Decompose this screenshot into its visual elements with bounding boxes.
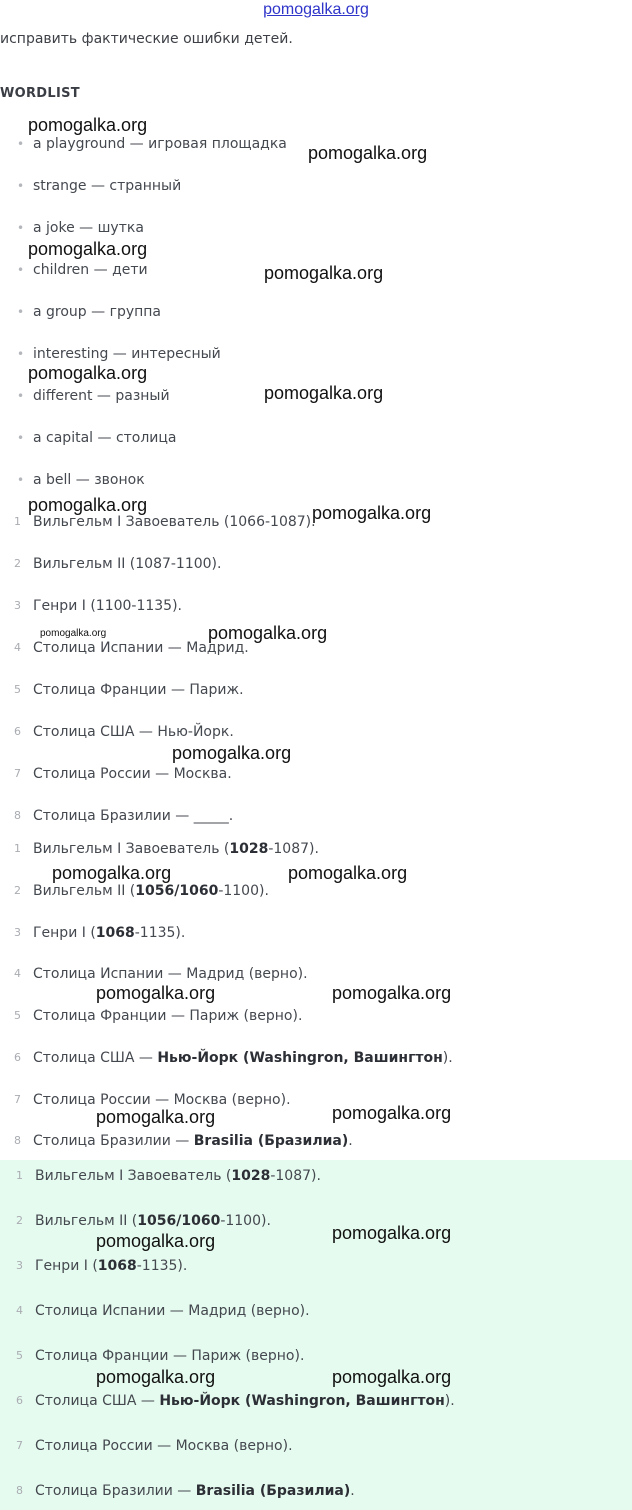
- watermark-text: pomogalka.org: [96, 1231, 216, 1251]
- corrected-item-text: Столица Франции — Париж (верно).: [33, 1008, 303, 1024]
- corrected-item-number: 8: [14, 1134, 21, 1147]
- wordlist-item-text: a bell — звонок: [33, 472, 145, 488]
- fact-item-text: Столица Испании — Мадрид.: [33, 640, 249, 656]
- answer-item-text: Вильгельм I Завоеватель (1028-1087).: [35, 1168, 321, 1184]
- corrected-item-number: 6: [14, 1051, 21, 1064]
- fact-item-text: Столица США — Нью-Йорк.: [33, 724, 234, 740]
- watermark-text: pomogalka.org: [332, 983, 452, 1003]
- corrected-item-number: 7: [14, 1093, 21, 1106]
- watermark-text: pomogalka.org: [208, 623, 328, 643]
- bullet-icon: •: [17, 347, 25, 361]
- fact-item-text: Столица России — Москва.: [33, 766, 232, 782]
- answer-item-number: 3: [16, 1259, 23, 1272]
- bullet-icon: •: [17, 389, 25, 403]
- answer-item-text: Генри I (1068-1135).: [35, 1258, 188, 1274]
- bullet-icon: •: [17, 473, 25, 487]
- watermark-text: pomogalka.org: [308, 143, 428, 163]
- answer-item-text: Столица России — Москва (верно).: [35, 1438, 293, 1454]
- corrected-item-text: Столица Бразилии — Brasilia (Бразилиа).: [33, 1133, 353, 1149]
- fact-item-text: Столица Франции — Париж.: [33, 682, 244, 698]
- corrected-item-text: Генри I (1068-1135).: [33, 925, 186, 941]
- answer-item-number: 7: [16, 1439, 23, 1452]
- wordlist-item-text: a joke — шутка: [33, 220, 144, 236]
- corrected-item-number: 2: [14, 884, 21, 897]
- watermark-text: pomogalka.org: [28, 239, 148, 259]
- watermark-text: pomogalka.org: [172, 743, 292, 763]
- wordlist-item-text: children — дети: [33, 262, 148, 278]
- corrected-item-text: Вильгельм II (1056/1060-1100).: [33, 883, 269, 899]
- wordlist-item-text: different — разный: [33, 388, 170, 404]
- watermark-text: pomogalka.org: [312, 503, 432, 523]
- fact-item-text: Генри I (1100-1135).: [33, 598, 183, 614]
- corrected-item-text: Столица Испании — Мадрид (верно).: [33, 966, 308, 982]
- watermark-text: pomogalka.org: [28, 115, 148, 135]
- top-watermark-link[interactable]: pomogalka.org: [263, 1, 369, 18]
- corrected-item-number: 4: [14, 967, 21, 980]
- corrected-item-number: 3: [14, 926, 21, 939]
- bullet-icon: •: [17, 221, 25, 235]
- fact-item-number: 4: [14, 641, 21, 654]
- fact-item-number: 2: [14, 557, 21, 570]
- answer-item-number: 1: [16, 1169, 23, 1182]
- answer-item-number: 8: [16, 1484, 23, 1497]
- watermark-text: pomogalka.org: [332, 1223, 452, 1243]
- fact-item-number: 7: [14, 767, 21, 780]
- answer-item-number: 6: [16, 1394, 23, 1407]
- watermark-text: pomogalka.org: [28, 495, 148, 515]
- watermark-text: pomogalka.org: [28, 363, 148, 383]
- bullet-icon: •: [17, 305, 25, 319]
- fact-item-number: 5: [14, 683, 21, 696]
- fact-item-number: 8: [14, 809, 21, 822]
- answer-item-text: Столица Франции — Париж (верно).: [35, 1348, 305, 1364]
- answer-item-text: Столица Бразилии — Brasilia (Бразилиа).: [35, 1483, 355, 1499]
- watermark-text: pomogalka.org: [96, 983, 216, 1003]
- corrected-item-number: 5: [14, 1009, 21, 1022]
- fact-item-number: 6: [14, 725, 21, 738]
- watermark-text: pomogalka.org: [96, 1367, 216, 1387]
- fact-item-number: 3: [14, 599, 21, 612]
- corrected-item-text: Столица России — Москва (верно).: [33, 1092, 291, 1108]
- watermark-text: pomogalka.org: [332, 1367, 452, 1387]
- watermark-text: pomogalka.org: [332, 1103, 452, 1123]
- corrected-item-text: Вильгельм I Завоеватель (1028-1087).: [33, 841, 319, 857]
- corrected-item-text: Столица США — Нью-Йорк (Washingron, Вашингтон).: [33, 1050, 453, 1066]
- wordlist-item-text: a playground — игровая площадка: [33, 136, 287, 152]
- answer-item-text: Вильгельм II (1056/1060-1100).: [35, 1213, 271, 1229]
- fact-item-text: Столица Бразилии — _____.: [33, 808, 234, 824]
- answer-item-number: 5: [16, 1349, 23, 1362]
- watermark-text: pomogalka.org: [264, 383, 384, 403]
- bullet-icon: •: [17, 137, 25, 151]
- fact-item-text: Вильгельм II (1087-1100).: [33, 556, 222, 572]
- answer-item-text: Столица США — Нью-Йорк (Washingron, Вашингтон).: [35, 1393, 455, 1409]
- intro-text: исправить фактические ошибки детей.: [0, 31, 293, 47]
- wordlist-item-text: a capital — столица: [33, 430, 177, 446]
- wordlist-item-text: a group — группа: [33, 304, 162, 320]
- bullet-icon: •: [17, 431, 25, 445]
- fact-item-text: Вильгельм I Завоеватель (1066-1087).: [33, 514, 316, 530]
- answer-item-number: 4: [16, 1304, 23, 1317]
- fact-item-number: 1: [14, 515, 21, 528]
- watermark-text: pomogalka.org: [96, 1107, 216, 1127]
- watermark-text: pomogalka.org: [40, 628, 107, 639]
- corrected-item-number: 1: [14, 842, 21, 855]
- wordlist-item-text: strange — странный: [33, 178, 182, 194]
- watermark-text: pomogalka.org: [288, 863, 408, 883]
- watermark-text: pomogalka.org: [52, 863, 172, 883]
- wordlist-item-text: interesting — интересный: [33, 346, 221, 362]
- answer-item-text: Столица Испании — Мадрид (верно).: [35, 1303, 310, 1319]
- answer-item-number: 2: [16, 1214, 23, 1227]
- watermark-text: pomogalka.org: [264, 263, 384, 283]
- bullet-icon: •: [17, 263, 25, 277]
- bullet-icon: •: [17, 179, 25, 193]
- wordlist-heading: WORDLIST: [0, 86, 80, 101]
